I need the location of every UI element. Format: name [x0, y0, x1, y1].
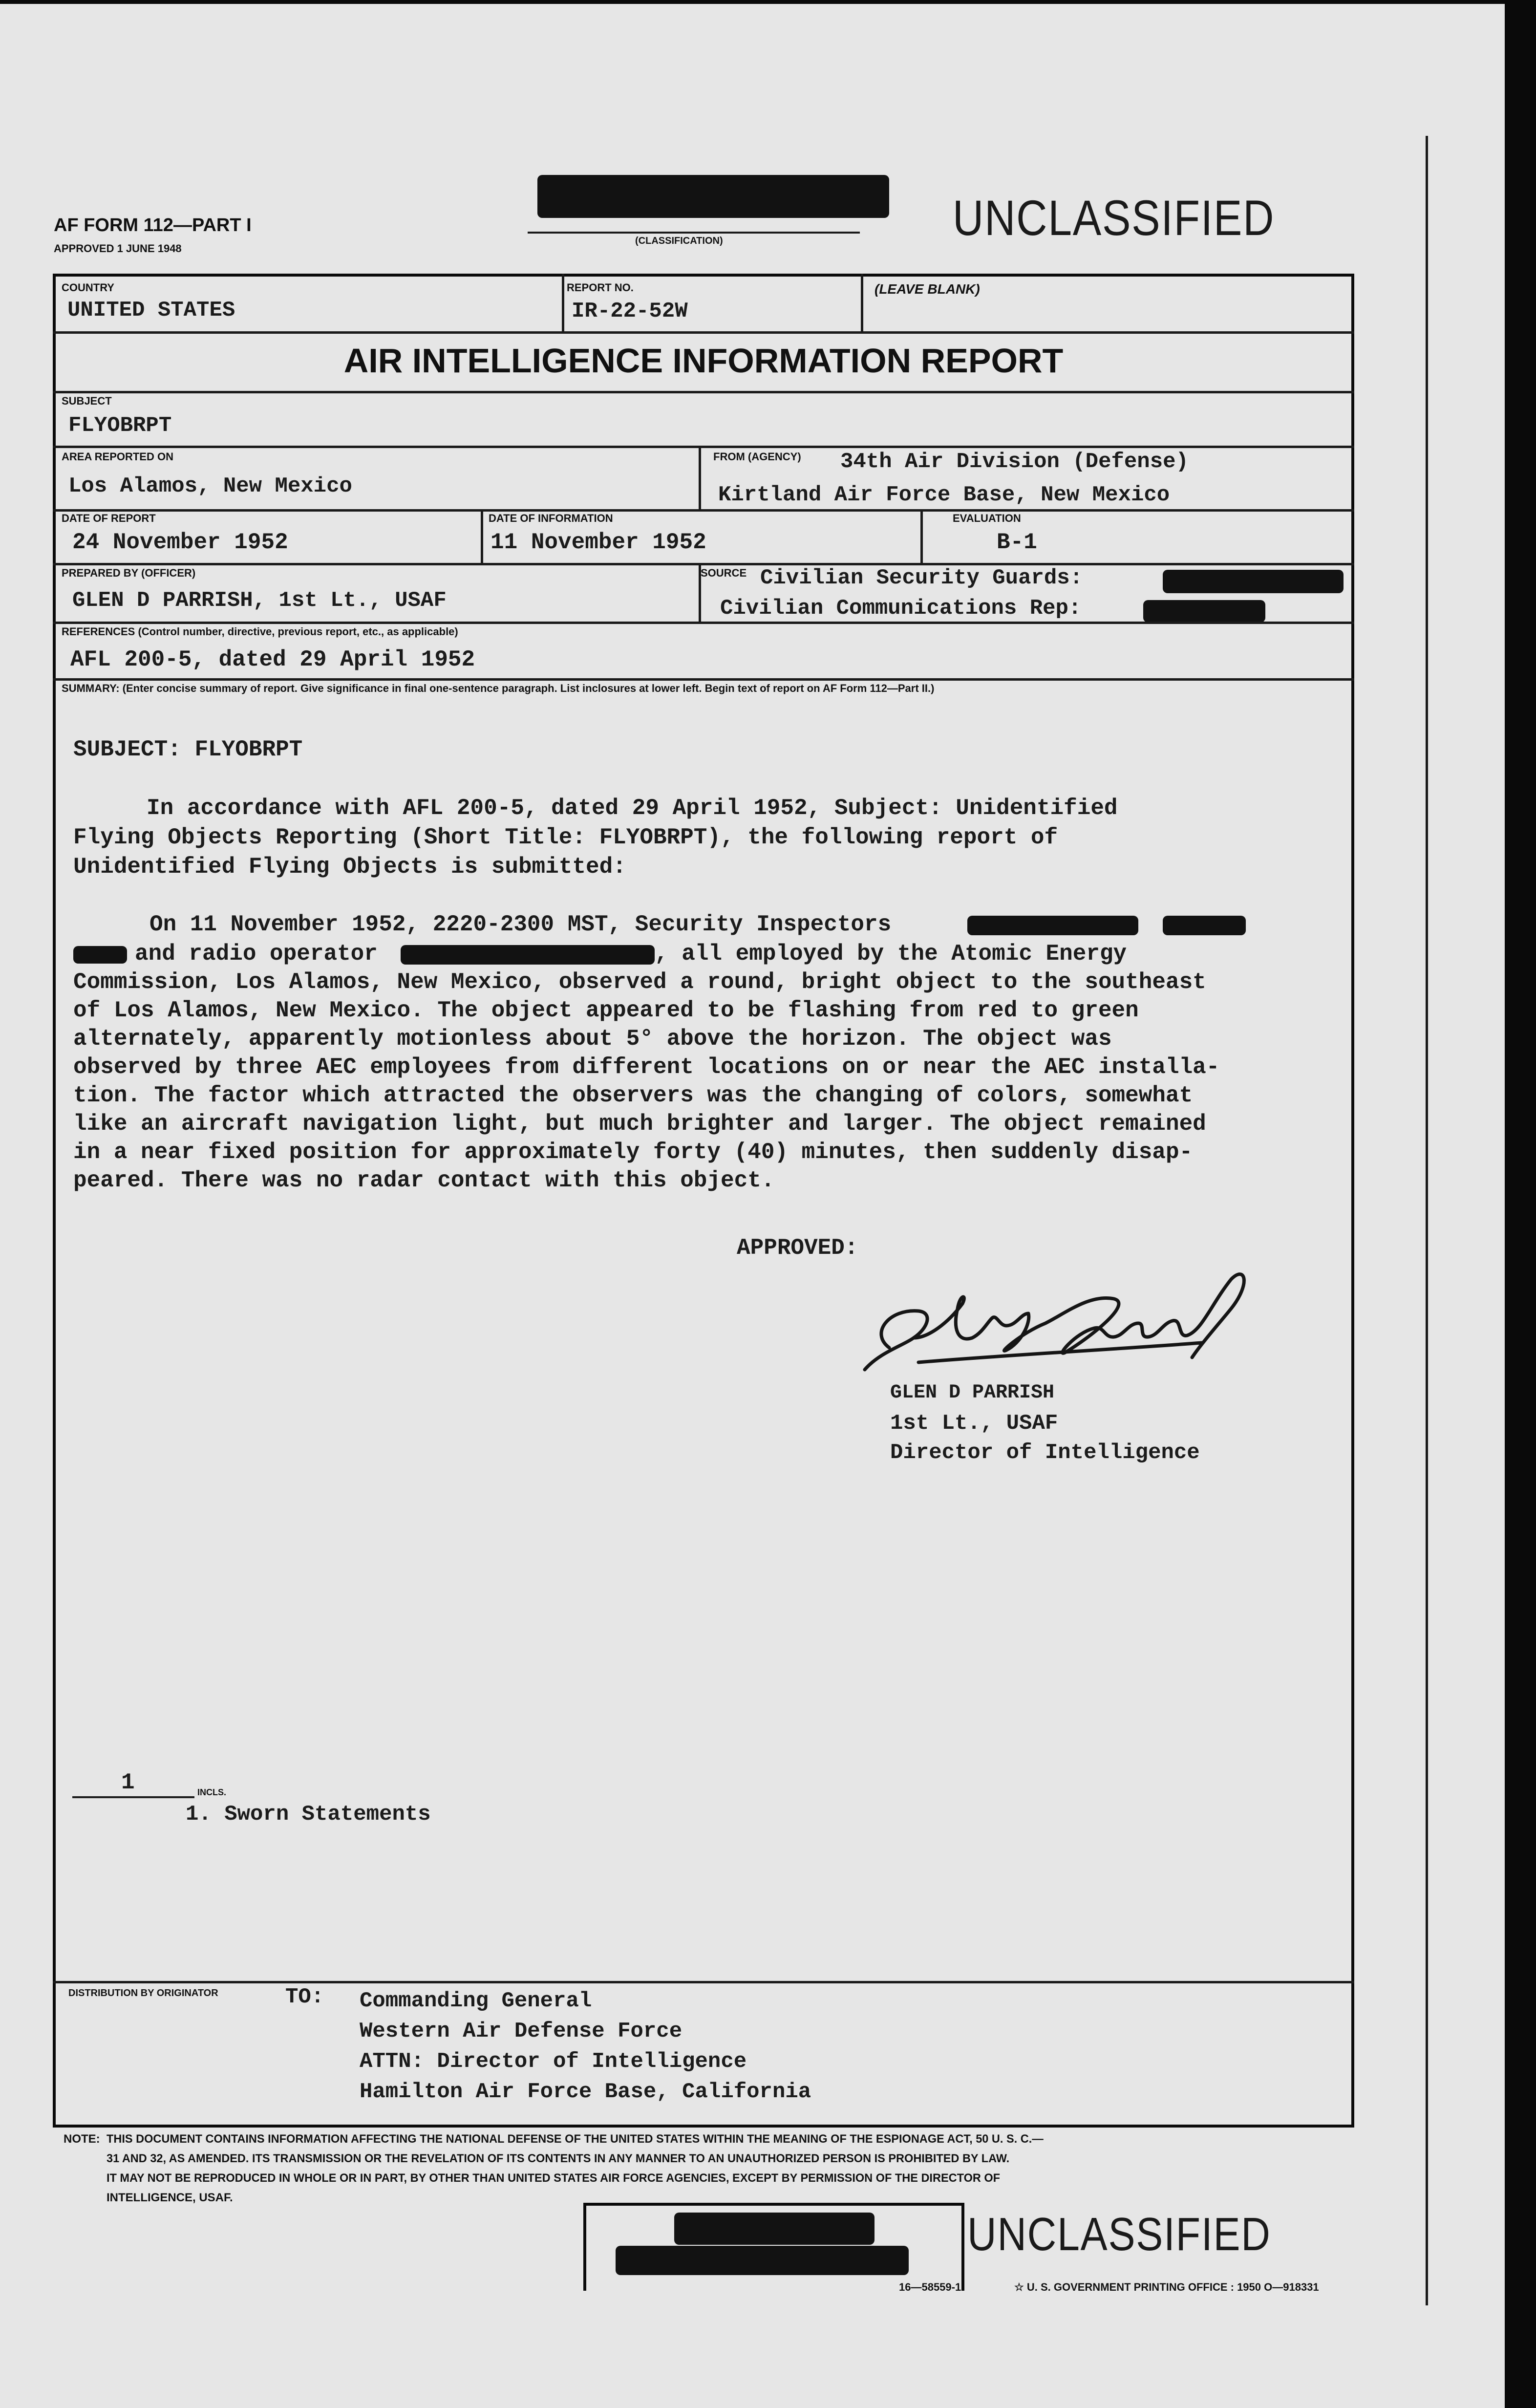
source-label: SOURCE: [701, 567, 747, 579]
divider: [53, 331, 1354, 334]
area-label: AREA REPORTED ON: [62, 451, 173, 463]
distribution-line: ATTN: Director of Intelligence: [360, 2049, 747, 2074]
para2-line: observed by three AEC employees from different locations on or near the AEC installa-: [73, 1054, 1220, 1080]
signer-name: GLEN D PARRISH: [890, 1382, 1055, 1404]
bottom-classification-stamp: UNCLASSIFIED: [967, 2208, 1271, 2260]
divider: [53, 391, 1354, 393]
classification-redaction: [537, 175, 889, 218]
right-margin-rule: [1426, 136, 1428, 2305]
distribution-line: Hamilton Air Force Base, California: [360, 2080, 811, 2104]
divider: [699, 446, 701, 510]
classification-stamp: UNCLASSIFIED: [953, 190, 1275, 246]
inclosure-count: 1: [121, 1770, 135, 1795]
source-redaction: [1163, 570, 1344, 593]
from-line1: 34th Air Division (Defense): [840, 450, 1189, 474]
note-line: IT MAY NOT BE REPRODUCED IN WHOLE OR IN PART, BY OTHER THAN UNITED STATES AIR FORCE AGENCIES, EXCEPT BY PERMISSION OF THE DIRECTOR OF: [107, 2172, 1001, 2185]
note-line: INTELLIGENCE, USAF.: [107, 2191, 233, 2204]
source-line2: Civilian Communications Rep:: [720, 596, 1082, 621]
inclosure-item: 1. Sworn Statements: [186, 1802, 431, 1827]
date-report-label: DATE OF REPORT: [62, 512, 156, 524]
inspector-redaction: [967, 916, 1138, 935]
gpo-line: ☆ U. S. GOVERNMENT PRINTING OFFICE : 1950 O—918331: [1014, 2281, 1319, 2293]
date-report-value: 24 November 1952: [72, 530, 288, 555]
divider: [861, 274, 863, 332]
from-line2: Kirtland Air Force Base, New Mexico: [718, 483, 1170, 507]
para1-line: Flying Objects Reporting (Short Title: FLYOBRPT), the following report of: [73, 825, 1058, 850]
signer-rank: 1st Lt., USAF: [890, 1411, 1058, 1436]
form-id: AF FORM 112—PART I: [54, 215, 252, 236]
country-value: UNITED STATES: [67, 298, 235, 322]
evaluation-label: EVALUATION: [953, 512, 1021, 524]
divider: [53, 678, 1354, 681]
area-value: Los Alamos, New Mexico: [68, 474, 352, 498]
para2-line: tion. The factor which attracted the observers was the changing of colors, somewhat: [73, 1083, 1193, 1108]
summary-label: SUMMARY: (Enter concise summary of report. Give significance in final one-sentence paragraph. List inclosures at lower left. Begin text of report on AF Form 112—Part II.): [62, 682, 935, 694]
para2-line: like an aircraft navigation light, but much brighter and larger. The object remained: [73, 1111, 1206, 1137]
handwritten-signature: [860, 1265, 1260, 1382]
note-line: THIS DOCUMENT CONTAINS INFORMATION AFFECTING THE NATIONAL DEFENSE OF THE UNITED STATES WITHIN THE MEANING OF THE ESPIONAGE ACT, 50 U. S. C.—: [107, 2132, 1044, 2146]
para2-line: Commission, Los Alamos, New Mexico, observed a round, bright object to the southeast: [73, 969, 1206, 995]
report-no-label: REPORT NO.: [567, 281, 634, 294]
approved-label: APPROVED:: [737, 1235, 858, 1261]
divider: [53, 446, 1354, 448]
from-label: FROM (AGENCY): [713, 451, 801, 463]
document-page: [0, 4, 1505, 2408]
para2-line: alternately, apparently motionless about 5° above the horizon. The object was: [73, 1026, 1112, 1052]
leave-blank-label: (LEAVE BLANK): [875, 281, 980, 297]
references-value: AFL 200-5, dated 29 April 1952: [70, 647, 475, 672]
divider: [53, 622, 1354, 624]
para1-line: In accordance with AFL 200-5, dated 29 April 1952, Subject: Unidentified: [147, 796, 1118, 821]
prepared-label: PREPARED BY (OFFICER): [62, 567, 196, 579]
report-no-value: IR-22-52W: [572, 299, 688, 323]
signer-title: Director of Intelligence: [890, 1440, 1200, 1465]
para2-line: and radio operator: [135, 941, 378, 967]
source-line1: Civilian Security Guards:: [760, 566, 1083, 590]
date-info-value: 11 November 1952: [491, 530, 706, 555]
para2-line: of Los Alamos, New Mexico. The object appeared to be flashing from red to green: [73, 998, 1139, 1023]
note-label: NOTE:: [64, 2132, 100, 2146]
divider: [920, 509, 923, 564]
para1-line: Unidentified Flying Objects is submitted:: [73, 854, 626, 880]
inclosure-rule: [72, 1796, 194, 1798]
date-info-label: DATE OF INFORMATION: [489, 512, 613, 524]
distribution-to: TO:: [285, 1985, 324, 2009]
subject-value: FLYOBRPT: [68, 413, 172, 438]
note-line: 31 AND 32, AS AMENDED. ITS TRANSMISSION OR THE REVELATION OF ITS CONTENTS IN ANY MANNER TO AN UNAUTHORIZED PERSON IS PROHIBITED BY LAW.: [107, 2152, 1010, 2165]
distribution-line: Commanding General: [360, 1989, 592, 2013]
classification-label: (CLASSIFICATION): [635, 236, 723, 246]
references-label: REFERENCES (Control number, directive, previous report, etc., as applicable): [62, 625, 458, 638]
distribution-line: Western Air Defense Force: [360, 2019, 683, 2043]
para2-line: in a near fixed position for approximately forty (40) minutes, then suddenly disap-: [73, 1140, 1193, 1165]
divider: [562, 274, 564, 332]
divider: [481, 509, 483, 564]
distribution-label: DISTRIBUTION BY ORIGINATOR: [68, 1988, 218, 1999]
evaluation-value: B-1: [997, 530, 1037, 555]
inspector-redaction: [1163, 916, 1246, 935]
prepared-value: GLEN D PARRISH, 1st Lt., USAF: [72, 588, 447, 613]
divider: [53, 509, 1354, 512]
print-code: 16—58559-1: [899, 2281, 961, 2293]
divider: [53, 1981, 1354, 1983]
para2-line: On 11 November 1952, 2220-2300 MST, Security Inspectors: [149, 912, 892, 937]
radio-operator-redaction: [401, 945, 655, 965]
para2-line: , all employed by the Atomic Energy: [655, 941, 1127, 967]
source-redaction: [1143, 600, 1265, 623]
divider: [53, 563, 1354, 565]
inclosure-label: INCLS.: [197, 1787, 227, 1797]
bottom-redaction: [616, 2246, 909, 2275]
form-title: AIR INTELLIGENCE INFORMATION REPORT: [343, 342, 1064, 380]
body-subject: SUBJECT: FLYOBRPT: [73, 737, 303, 762]
form-approved: APPROVED 1 JUNE 1948: [54, 242, 182, 255]
inspector-redaction: [73, 946, 127, 964]
para2-line: peared. There was no radar contact with this object.: [73, 1168, 775, 1193]
bottom-redaction: [674, 2213, 875, 2245]
subject-label: SUBJECT: [62, 395, 112, 407]
classification-rule: [528, 232, 860, 234]
country-label: COUNTRY: [62, 281, 114, 294]
